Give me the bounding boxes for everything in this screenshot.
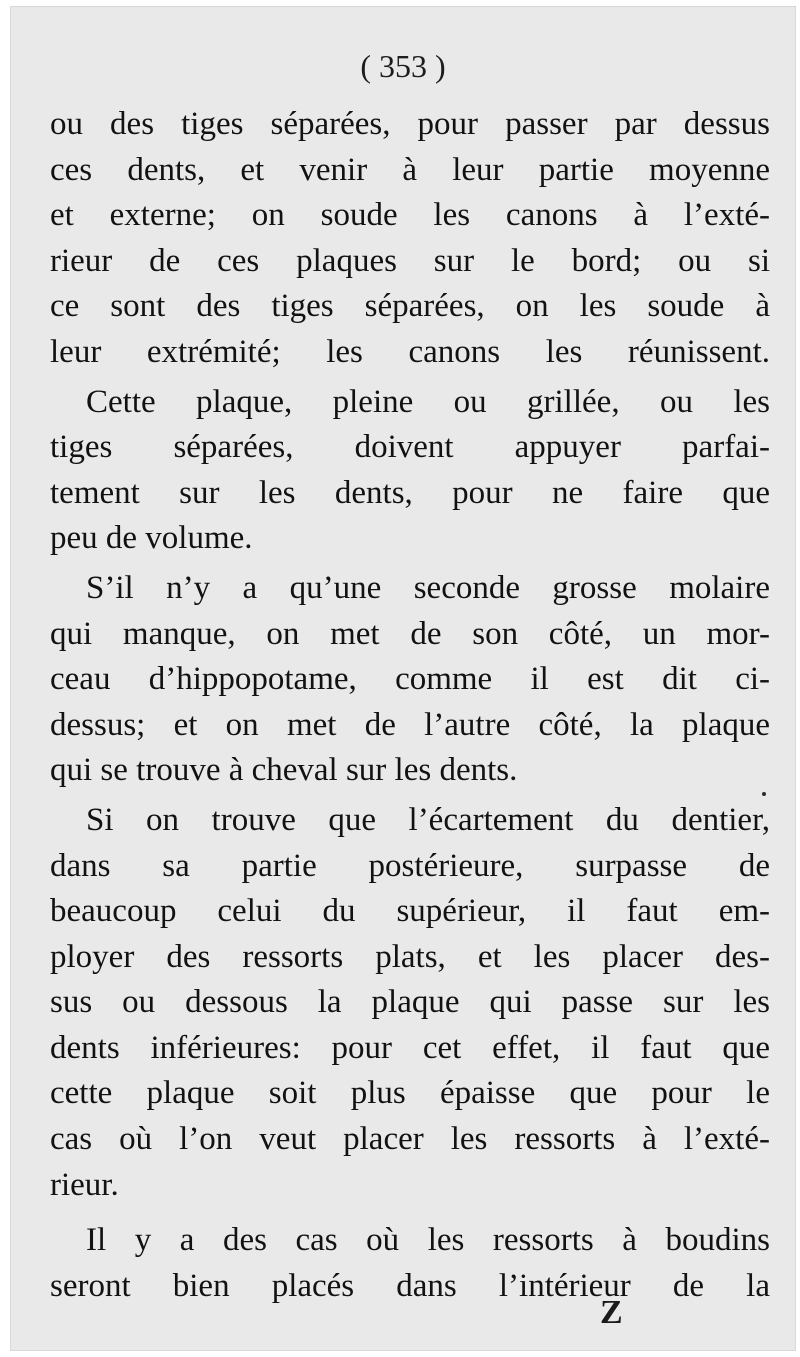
text-line: dessus; et on met de l’autre côté, la plaque (50, 706, 770, 743)
ink-speck (762, 792, 766, 796)
text-line: ceau d’hippopotame, comme il est dit ci- (50, 661, 770, 698)
text-line: qui manque, on met de son côté, un mor- (50, 615, 770, 652)
text-line: rieur de ces plaques sur le bord; ou si (50, 242, 770, 279)
text-line: ces dents, et venir à leur partie moyenne (50, 151, 770, 188)
text-line: leur extrémité; les canons les réunissent. (50, 333, 770, 370)
text-line: ce sont des tiges séparées, on les soude à (50, 288, 770, 325)
text-line: peu de volume. (50, 520, 253, 557)
text-line: dans sa partie postérieure, surpasse de (50, 847, 770, 884)
body-text (50, 102, 770, 1309)
text-line: cas où l’on veut placer les ressorts à l’exté- (50, 1121, 770, 1158)
text-line: Si on trouve que l’écartement du dentier, (86, 801, 770, 838)
text-line: Cette plaque, pleine ou grillée, ou les (86, 383, 770, 420)
text-line: ployer des ressorts plats, et les placer des- (50, 938, 770, 975)
text-line: dents inférieures: pour cet effet, il faut que (50, 1029, 770, 1066)
text-line: rieur. (50, 1166, 119, 1203)
text-line: et externe; on soude les canons à l’exté- (50, 197, 770, 234)
text-line: sus ou dessous la plaque qui passe sur les (50, 984, 770, 1021)
book-page (10, 6, 796, 1351)
signature-mark: Z (600, 1294, 623, 1331)
text-line: S’il n’y a qu’une seconde grosse molaire (86, 569, 770, 606)
text-line: tement sur les dents, pour ne faire que (50, 474, 770, 511)
page-number: ( 353 ) (360, 48, 446, 84)
text-line: seront bien placés dans l’intérieur de la (50, 1267, 770, 1304)
text-line: qui se trouve à cheval sur les dents. (50, 752, 518, 789)
text-line: Il y a des cas où les ressorts à boudins (86, 1222, 770, 1259)
text-line: cette plaque soit plus épaisse que pour le (50, 1075, 770, 1112)
text-line: tiges séparées, doivent appuyer parfai- (50, 429, 770, 466)
text-line: beaucoup celui du supérieur, il faut em- (50, 893, 770, 930)
text-line: ou des tiges séparées, pour passer par dessus (50, 106, 770, 142)
